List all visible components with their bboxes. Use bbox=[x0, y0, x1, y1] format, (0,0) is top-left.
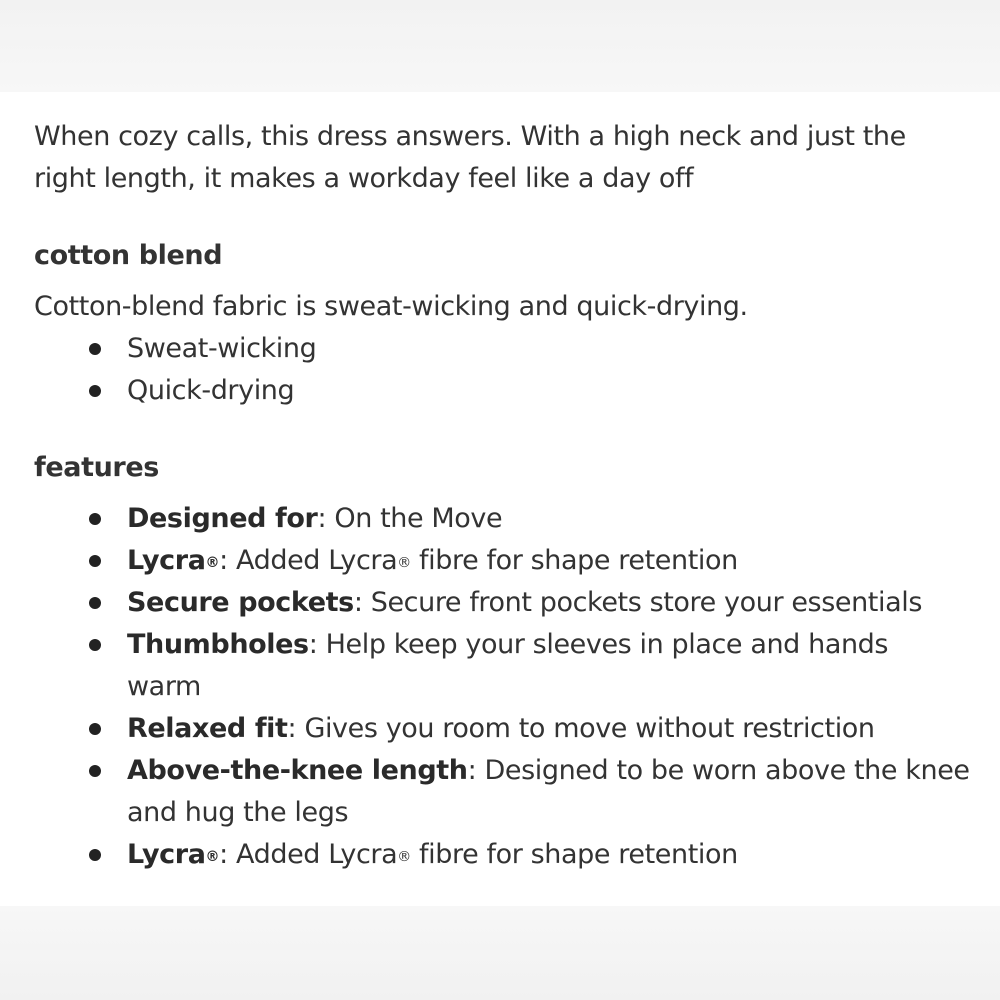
features-heading: features bbox=[34, 452, 159, 483]
feature-text: On the Move bbox=[334, 503, 503, 534]
bullet-dot-icon bbox=[89, 513, 101, 525]
registered-mark: ® bbox=[397, 849, 411, 865]
feature-text: Help keep your sleeves in place and hands warm bbox=[127, 629, 889, 702]
bullet-dot-icon bbox=[89, 597, 101, 609]
bullet-dot-icon bbox=[89, 385, 101, 397]
feature-text: fibre for shape retention bbox=[410, 545, 738, 576]
feature-text: Secure front pockets store your essentials bbox=[370, 587, 923, 618]
fabric-description: Cotton-blend fabric is sweat-wicking and quick-drying. bbox=[34, 291, 748, 322]
list-item bbox=[0, 834, 1000, 876]
registered-mark: ® bbox=[205, 555, 220, 571]
feature-text: Designed to be worn above the knee and hug the legs bbox=[127, 755, 970, 828]
intro-paragraph: When cozy calls, this dress answers. With a high neck and just the right length, it makes a workday feel like a day off bbox=[34, 121, 906, 194]
bullet-dot-icon bbox=[89, 849, 101, 861]
feature-term: Thumbholes bbox=[127, 629, 309, 660]
feature-separator: : bbox=[353, 587, 371, 618]
fabric-bullet-text: Quick-drying bbox=[127, 375, 295, 406]
bullet-dot-icon bbox=[89, 639, 101, 651]
feature-separator: : bbox=[219, 839, 237, 870]
feature-term: Secure pockets bbox=[127, 587, 354, 618]
list-item bbox=[0, 582, 1000, 624]
feature-text: Gives you room to move without restriction bbox=[304, 713, 875, 744]
fabric-bullet-text: Sweat-wicking bbox=[127, 333, 317, 364]
feature-term: Relaxed fit bbox=[127, 713, 288, 744]
list-item bbox=[0, 370, 1000, 412]
fabric-bullet-list bbox=[0, 328, 1000, 412]
list-item bbox=[0, 328, 1000, 370]
fabric-heading: cotton blend bbox=[34, 240, 223, 271]
feature-separator: : bbox=[219, 545, 237, 576]
list-item bbox=[0, 540, 1000, 582]
registered-mark: ® bbox=[397, 555, 411, 571]
list-item bbox=[0, 708, 1000, 750]
list-item bbox=[0, 624, 1000, 708]
list-item bbox=[0, 750, 1000, 834]
bullet-dot-icon bbox=[89, 343, 101, 355]
feature-term: Designed for bbox=[127, 503, 318, 534]
feature-separator: : bbox=[308, 629, 326, 660]
feature-text: fibre for shape retention bbox=[410, 839, 738, 870]
bullet-dot-icon bbox=[89, 723, 101, 735]
feature-text: Added Lycra bbox=[236, 545, 398, 576]
bullet-dot-icon bbox=[89, 765, 101, 777]
feature-text: Added Lycra bbox=[236, 839, 398, 870]
feature-term: Lycra bbox=[127, 545, 206, 576]
feature-separator: : bbox=[287, 713, 305, 744]
list-item bbox=[0, 498, 1000, 540]
feature-term: Above-the-knee length bbox=[127, 755, 468, 786]
bullet-dot-icon bbox=[89, 555, 101, 567]
feature-term: Lycra bbox=[127, 839, 206, 870]
bottom-background-band bbox=[0, 906, 1000, 1000]
features-bullet-list bbox=[0, 498, 1000, 876]
registered-mark: ® bbox=[205, 849, 220, 865]
feature-separator: : bbox=[467, 755, 485, 786]
feature-separator: : bbox=[317, 503, 335, 534]
top-background-band bbox=[0, 0, 1000, 92]
